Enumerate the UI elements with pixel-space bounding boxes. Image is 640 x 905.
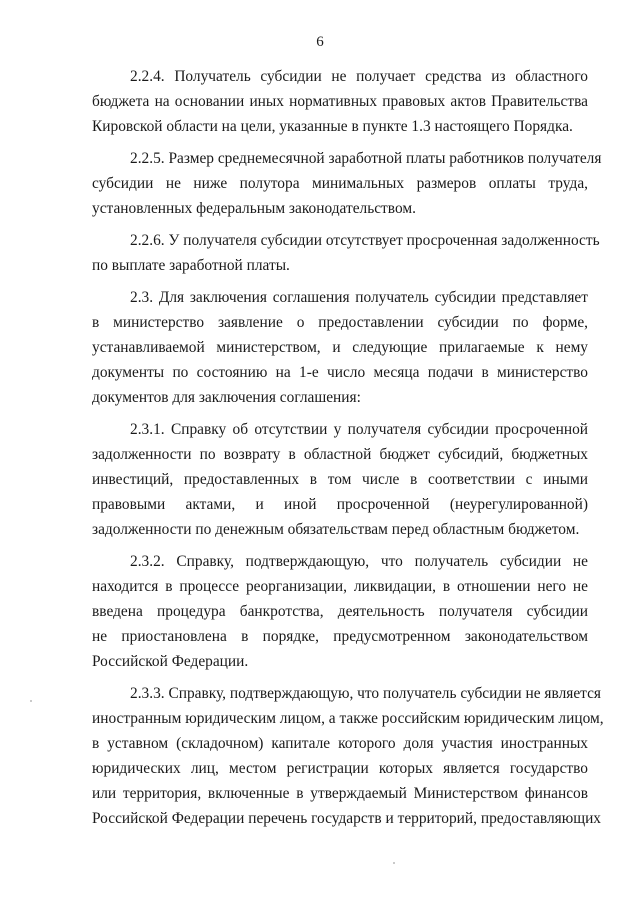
paragraph-line: иностранным юридическим лицом, а также российским юридическим лицом,: [92, 710, 604, 727]
paragraph-line: документов для заключения соглашения:: [92, 389, 361, 406]
paragraph-line: по выплате заработной платы.: [92, 257, 290, 274]
paragraph-line: Российской Федерации.: [92, 653, 249, 670]
paragraph-p-2-3-3: [92, 681, 604, 831]
paragraph-line: 2.2.4. Получатель субсидии не получает средства из областного: [130, 68, 588, 85]
page-number: 6: [316, 34, 324, 50]
paragraph-line: Российской Федерации перечень государств и территорий, предоставляющих: [92, 810, 602, 827]
paragraph-line: субсидии не ниже полутора минимальных размеров оплаты труда,: [92, 175, 588, 192]
paragraph-line: устанавливаемой министерством, и следующие прилагаемые к нему: [92, 339, 588, 356]
paragraph-line: в министерство заявление о предоставлении субсидии по форме,: [92, 314, 588, 331]
paragraph-line: бюджета на основании иных нормативных правовых актов Правительства: [92, 93, 588, 110]
paragraph-line: документы по состоянию на 1-е число месяца подачи в министерство: [92, 364, 588, 381]
paragraph-line: правовыми актами, и иной просроченной (неурегулированной): [92, 496, 588, 513]
paragraph-line: 2.2.6. У получателя субсидии отсутствует просроченная задолженность: [130, 232, 600, 249]
paragraph-line: 2.3.1. Справку об отсутствии у получателя субсидии просроченной: [130, 421, 588, 438]
paragraph-p-2-3-1: [92, 417, 588, 542]
scan-speck: [393, 862, 395, 864]
paragraph-p-2-2-6: [92, 228, 600, 278]
paragraph-line: не приостановлена в порядке, предусмотренном законодательством: [92, 628, 588, 645]
document-body: [92, 64, 604, 838]
paragraph-line: 2.2.5. Размер среднемесячной заработной платы работников получателя: [130, 150, 602, 167]
scan-speck: [30, 700, 32, 702]
paragraph-line: инвестиций, предоставленных в том числе в соответствии с иными: [92, 471, 588, 488]
paragraph-p-2-3: [92, 285, 588, 410]
paragraph-line: установленных федеральным законодательством.: [92, 200, 416, 217]
paragraph-line: юридических лиц, местом регистрации которых является государство: [92, 760, 588, 777]
paragraph-p-2-3-2: [92, 549, 588, 674]
paragraph-line: Кировской области на цели, указанные в пункте 1.3 настоящего Порядка.: [92, 118, 573, 135]
paragraph-line: задолженности по денежным обязательствам перед областным бюджетом.: [92, 521, 580, 538]
paragraph-line: задолженности по возврату в областной бюджет субсидий, бюджетных: [92, 446, 588, 463]
paragraph-p-2-2-5: [92, 146, 602, 221]
paragraph-line: находится в процессе реорганизации, ликвидации, в отношении него не: [92, 578, 588, 595]
paragraph-line: введена процедура банкротства, деятельность получателя субсидии: [92, 603, 588, 620]
paragraph-line: 2.3.2. Справку, подтверждающую, что получатель субсидии не: [130, 553, 588, 570]
paragraph-line: 2.3. Для заключения соглашения получатель субсидии представляет: [130, 289, 588, 306]
paragraph-line: или территория, включенные в утверждаемый Министерством финансов: [92, 785, 588, 802]
paragraph-line: 2.3.3. Справку, подтверждающую, что получатель субсидии не является: [130, 685, 601, 702]
paragraph-line: в уставном (складочном) капитале которого доля участия иностранных: [92, 735, 588, 752]
paragraph-p-2-2-4: [92, 64, 588, 139]
